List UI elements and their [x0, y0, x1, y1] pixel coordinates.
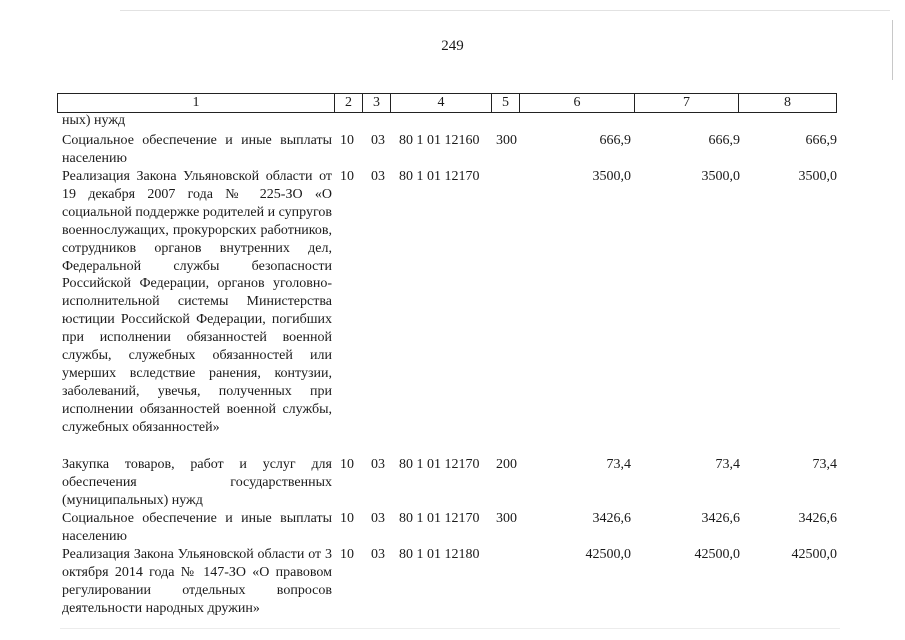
row-section: 10: [340, 547, 354, 562]
row-expense-type: 200: [496, 457, 517, 472]
scan-artifact-bottom: [60, 628, 840, 629]
row-value-6: 42500,0: [585, 547, 631, 562]
row-name: Социальное обеспечение и иные выплаты населению: [62, 133, 332, 166]
row-subsection: 03: [371, 547, 385, 562]
table-body: [0, 112, 905, 618]
table-row: [0, 112, 905, 132]
column-header-8: 8: [739, 94, 837, 113]
column-header-1: 1: [58, 94, 335, 113]
row-value-6: 3426,6: [592, 511, 631, 526]
row-section: 10: [340, 511, 354, 526]
row-subsection: 03: [371, 133, 385, 148]
row-expense-type: 300: [496, 511, 517, 526]
row-name: Реализация Закона Ульяновской области от 3 октября 2014 года № 147-ЗО «О правовом регулировании отдельных вопросов деятельности народных дружин»: [62, 547, 332, 616]
row-name: Закупка товаров, работ и услуг для обеспечения государственных (муниципальных) нужд: [62, 457, 332, 508]
row-name: Социальное обеспечение и иные выплаты населению: [62, 511, 332, 544]
row-value-8: 42500,0: [791, 547, 837, 562]
row-subsection: 03: [371, 511, 385, 526]
column-header-4: 4: [391, 94, 492, 113]
page-number: 249: [441, 38, 464, 54]
column-header-3: 3: [363, 94, 391, 113]
column-header-6: 6: [520, 94, 635, 113]
row-subsection: 03: [371, 169, 385, 184]
table-row: [0, 168, 905, 456]
table-row: [0, 546, 905, 618]
row-name: Реализация Закона Ульяновской области от 19 декабря 2007 года № 225-ЗО «О социальной поддержке родителей и супругов военнослужащих, прокурорских работников, сотрудников органов внутренних дел, Федеральной службы безопасности Российской Федерации, органов уголовно-исполнительной системы Министерства юстиции Российской Федерации, погибших при исполнении обязанностей военной службы, служебных обязанностей или умерших вследствие ранения, контузии, заболеваний, увечья, полученных при исполнении обязанностей военной службы, служебных обязанностей»: [62, 169, 332, 435]
table-row: [0, 510, 905, 546]
row-value-8: 666,9: [805, 133, 837, 148]
row-value-8: 3500,0: [798, 169, 837, 184]
row-target-code: 80 1 01 12160: [399, 133, 480, 148]
row-value-7: 73,4: [715, 457, 740, 472]
row-section: 10: [340, 457, 354, 472]
table-row: [0, 456, 905, 510]
row-section: 10: [340, 133, 354, 148]
scan-artifact-top: [120, 10, 890, 11]
row-target-code: 80 1 01 12170: [399, 457, 480, 472]
column-header-7: 7: [635, 94, 739, 113]
row-value-7: 666,9: [708, 133, 740, 148]
row-value-7: 42500,0: [694, 547, 740, 562]
row-subsection: 03: [371, 457, 385, 472]
row-value-6: 3500,0: [592, 169, 631, 184]
row-target-code: 80 1 01 12170: [399, 511, 480, 526]
row-target-code: 80 1 01 12170: [399, 169, 480, 184]
row-value-8: 3426,6: [798, 511, 837, 526]
row-section: 10: [340, 169, 354, 184]
column-header-row: [57, 93, 837, 113]
table-row: [0, 132, 905, 168]
column-header-2: 2: [335, 94, 363, 113]
row-target-code: 80 1 01 12180: [399, 547, 480, 562]
row-value-7: 3500,0: [701, 169, 740, 184]
row-value-8: 73,4: [812, 457, 837, 472]
row-expense-type: 300: [496, 133, 517, 148]
row-name: ных) нужд: [62, 113, 126, 128]
row-value-6: 666,9: [599, 133, 631, 148]
row-value-6: 73,4: [606, 457, 631, 472]
row-value-7: 3426,6: [701, 511, 740, 526]
column-header-5: 5: [492, 94, 520, 113]
